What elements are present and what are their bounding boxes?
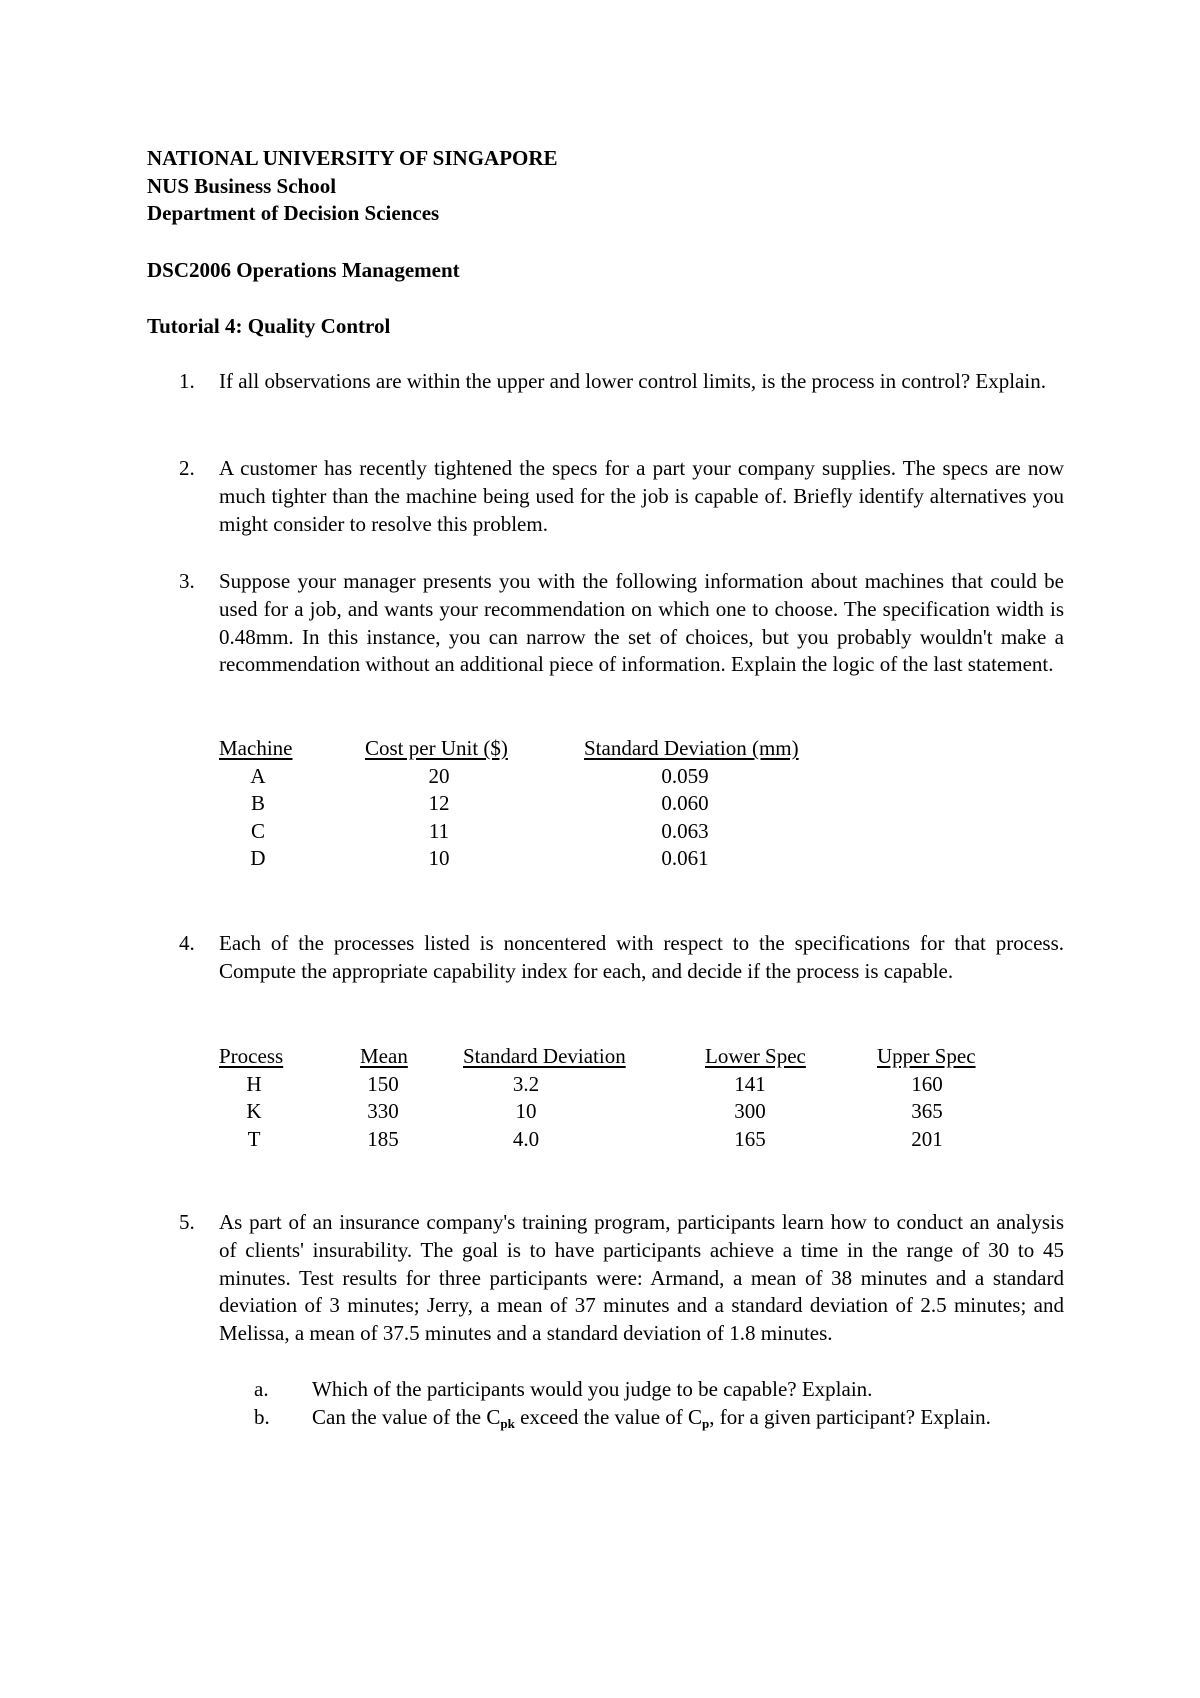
table-cell: 0.061 (661, 846, 709, 871)
question-2 (147, 455, 1064, 538)
table-cell: K (246, 1099, 262, 1124)
question-text: Suppose your manager presents you with the following information about machines that could be used for a job, and wants your recommendation on which one to choose. The specification width is 0.48mm. In this instance, you can narrow the set of choices, but you probably wouldn't make a recommendation without an additional piece of information. Explain the logic of the last statement. (219, 569, 1064, 677)
table-cell: 201 (911, 1126, 943, 1151)
table-cell: H (246, 1071, 262, 1096)
question-text: If all observations are within the upper and lower control limits, is the process in control? Explain. (219, 369, 1046, 393)
table-cell: 185 (367, 1126, 399, 1151)
table-cell: C (250, 818, 266, 843)
table-cell: B (250, 791, 266, 816)
table-cell: 300 (734, 1099, 766, 1124)
question-1 (147, 368, 1064, 396)
table-cell: 11 (428, 818, 450, 843)
table-cell: 165 (734, 1126, 766, 1151)
table-cell: A (250, 763, 266, 788)
question-number: 3. (179, 569, 195, 593)
table-cell: 0.059 (661, 763, 709, 788)
tutorial-title: Tutorial 4: Quality Control (147, 314, 391, 338)
text-fragment: Can the value of the C (312, 1405, 501, 1429)
table-cell: 20 (428, 763, 450, 788)
table-cell: D (250, 846, 266, 871)
sub-question-text: Which of the participants would you judge to be capable? Explain. (312, 1377, 873, 1401)
table-cell: 12 (428, 791, 450, 816)
column-header: Upper Spec (877, 1044, 976, 1068)
column-header: Machine (219, 736, 293, 760)
question-number: 4. (179, 931, 195, 955)
table-cell: 150 (367, 1071, 399, 1096)
column-header: Cost per Unit ($) (365, 736, 508, 760)
question-3 (147, 568, 1064, 679)
question-text: A customer has recently tightened the specs for a part your company supplies. The specs are now much tighter than the machine being used for the job is capable of. Briefly identify alternatives you might consider to resolve this problem. (219, 456, 1064, 536)
course-title: DSC2006 Operations Management (147, 257, 460, 282)
table-cell: 330 (367, 1099, 399, 1124)
question-4 (147, 930, 1064, 986)
school-name: NUS Business School (147, 173, 337, 198)
table-cell: 141 (734, 1071, 766, 1096)
sub-question-b (254, 1404, 1064, 1432)
table-cell: 10 (515, 1099, 537, 1124)
sub-question-a (254, 1376, 1064, 1404)
table-cell: 0.060 (661, 791, 709, 816)
sub-question-text (312, 1404, 1064, 1432)
column-header: Process (219, 1044, 284, 1068)
question-5 (147, 1209, 1064, 1348)
university-name: NATIONAL UNIVERSITY OF SINGAPORE (147, 146, 558, 170)
text-fragment: exceed the value of C (514, 1405, 703, 1429)
table-cell: 160 (911, 1071, 943, 1096)
question-number: 1. (179, 369, 195, 393)
sub-question-letter: b. (254, 1405, 270, 1429)
sub-question-letter: a. (254, 1377, 269, 1401)
question-number: 5. (179, 1210, 195, 1234)
table-cell: 3.2 (512, 1071, 540, 1096)
table-cell: 365 (911, 1099, 943, 1124)
question-text: Each of the processes listed is noncentered with respect to the specifications for that process. Compute the appropriate capability index for each, and decide if the process is capable. (219, 931, 1064, 983)
table-cell: 0.063 (661, 818, 709, 843)
column-header: Standard Deviation (463, 1044, 626, 1068)
table-cell: 10 (428, 846, 450, 871)
subscript-p: p (702, 1416, 710, 1431)
column-header: Standard Deviation (mm) (584, 736, 799, 760)
text-fragment: , for a given participant? Explain. (709, 1405, 991, 1429)
question-number: 2. (179, 456, 195, 480)
subscript-pk: pk (500, 1416, 515, 1431)
table-cell: 4.0 (512, 1126, 540, 1151)
department-name: Department of Decision Sciences (147, 201, 440, 225)
question-text: As part of an insurance company's training program, participants learn how to conduct an analysis of clients' insurability. The goal is to have participants achieve a time in the range of 30 to 45 minutes. Test results for three participants were: Armand, a mean of 38 minutes and a standard deviation of 3 minutes; Jerry, a mean of 37 minutes and a standard deviation of 2.5 minutes; and Melissa, a mean of 37.5 minutes and a standard deviation of 1.8 minutes. (219, 1210, 1064, 1346)
document-header (147, 145, 558, 341)
column-header: Lower Spec (705, 1044, 806, 1068)
table-cell: T (247, 1126, 261, 1151)
column-header: Mean (360, 1044, 408, 1068)
